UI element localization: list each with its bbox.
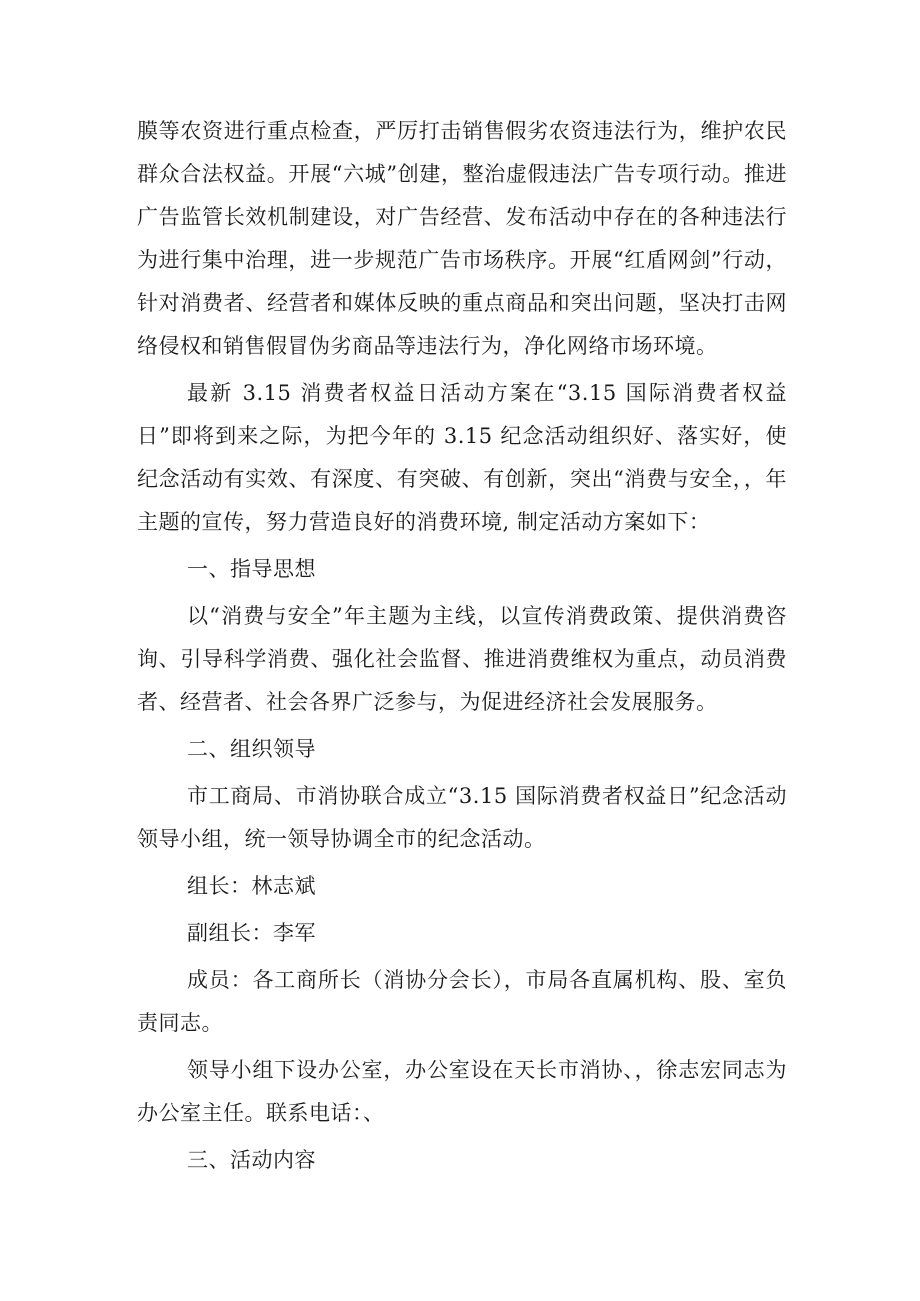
section-heading-activity-content: 三、活动内容 (187, 1148, 316, 1172)
section-heading-guiding-ideology: 一、指导思想 (187, 557, 316, 581)
document-body (137, 110, 787, 1182)
paragraph-activity-intro: 最新 3.15 消费者权益日活动方案在“3.15 国际消费者权益日”即将到来之际，为把今年的 3.15 纪念活动组织好、落实好，使纪念活动有实效、有深度、有突破、有创新，突出“消费与安全，，年主题的宣传，努力营造良好的消费环境, 制定活动方案如下： (137, 381, 787, 534)
paragraph-office: 领导小组下设办公室，办公室设在天长市消协、，徐志宏同志为办公室主任。联系电话：、 (137, 1058, 787, 1125)
paragraph-deputy-leader: 副组长：李军 (187, 921, 316, 945)
section-heading-organization: 二、组织领导 (187, 737, 316, 761)
paragraph-guiding-ideology: 以“消费与安全”年主题为主线，以宣传消费政策、提供消费咨询、引导科学消费、强化社会监督、推进消费维权为重点，动员消费者、经营者、社会各界广泛参与，为促进经济社会发展服务。 (137, 604, 787, 714)
paragraph-leading-group: 市工商局、市消协联合成立“3.15 国际消费者权益日”纪念活动领导小组，统一领导协调全市的纪念活动。 (137, 784, 787, 851)
paragraph-market-regulation: 膜等农资进行重点检查，严厉打击销售假劣农资违法行为，维护农民群众合法权益。开展“六城”创建，整治虚假违法广告专项行动。推进广告监管长效机制建设，对广告经营、发布活动中存在的各种违法行为进行集中治理，进一步规范广告市场秩序。开展“红盾网剑”行动，针对消费者、经营者和媒体反映的重点商品和突出问题，坚决打击网络侵权和销售假冒伪劣商品等违法行为，净化网络市场环境。 (137, 119, 787, 358)
paragraph-group-leader: 组长：林志斌 (187, 874, 316, 898)
paragraph-members: 成员：各工商所长（消协分会长），市局各直属机构、股、室负责同志。 (137, 968, 787, 1035)
